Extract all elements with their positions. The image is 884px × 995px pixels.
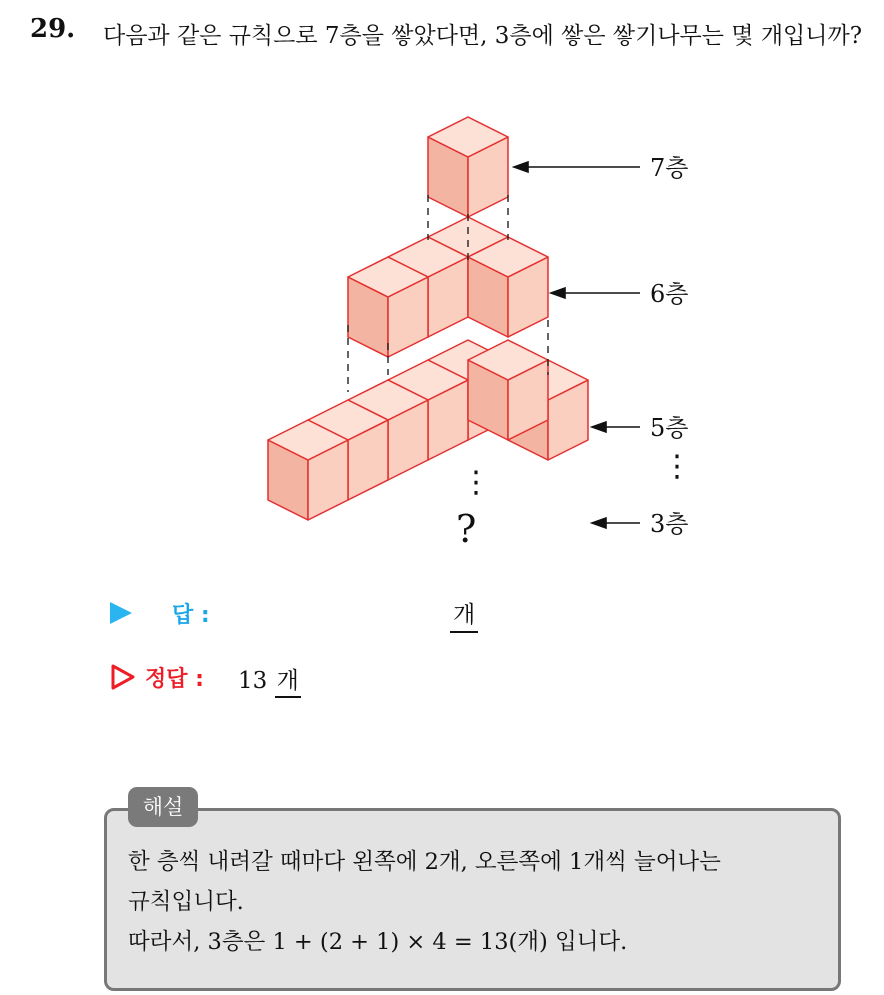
arrows	[514, 162, 640, 528]
cube-stack-figure	[250, 105, 710, 560]
correct-value	[238, 662, 301, 695]
answer-label: 답 :	[172, 603, 210, 628]
vertical-dots-right: ⋮	[662, 449, 692, 484]
explanation-tab: 해설	[128, 787, 198, 827]
arrow-6f-head	[551, 288, 565, 298]
cube	[468, 340, 548, 440]
answer-blank-unit[interactable]: 개	[450, 596, 478, 633]
label-5f: 5층	[650, 414, 689, 442]
explanation-text	[128, 842, 833, 962]
question-mark: ?	[456, 507, 477, 551]
correct-answer-row	[110, 660, 610, 696]
explanation-line: 규칙입니다.	[128, 889, 244, 915]
correct-number: 13	[238, 668, 268, 694]
arrow-7f-head	[514, 162, 528, 172]
correct-unit: 개	[275, 668, 301, 698]
label-3f: 3층	[650, 510, 689, 538]
cube-layer	[268, 117, 588, 520]
correct-label: 정답 :	[145, 667, 204, 692]
arrow-5f-head	[592, 422, 606, 432]
answer-row	[110, 596, 610, 632]
question-number: 29.	[30, 14, 76, 44]
outline-play-icon	[110, 663, 136, 691]
cube	[468, 237, 548, 337]
question-text: 다음과 같은 규칙으로 7층을 쌓았다면, 3층에 쌓은 쌓기나무는 몇 개입니까?	[103, 23, 863, 49]
explanation-line: 따라서, 3층은 1 + (2 + 1) × 4 = 13(개) 입니다.	[128, 929, 628, 955]
label-6f: 6층	[650, 280, 689, 308]
arrow-3f-head	[592, 518, 606, 528]
label-7f: 7층	[650, 154, 689, 182]
play-triangle-icon	[110, 602, 132, 624]
vertical-dots-center: ⋮	[461, 465, 491, 500]
cube	[268, 420, 348, 520]
explanation-line: 한 층씩 내려갈 때마다 왼쪽에 2개, 오른쪽에 1개씩 늘어나는	[128, 849, 721, 875]
cube	[428, 117, 508, 217]
cube	[348, 257, 428, 357]
